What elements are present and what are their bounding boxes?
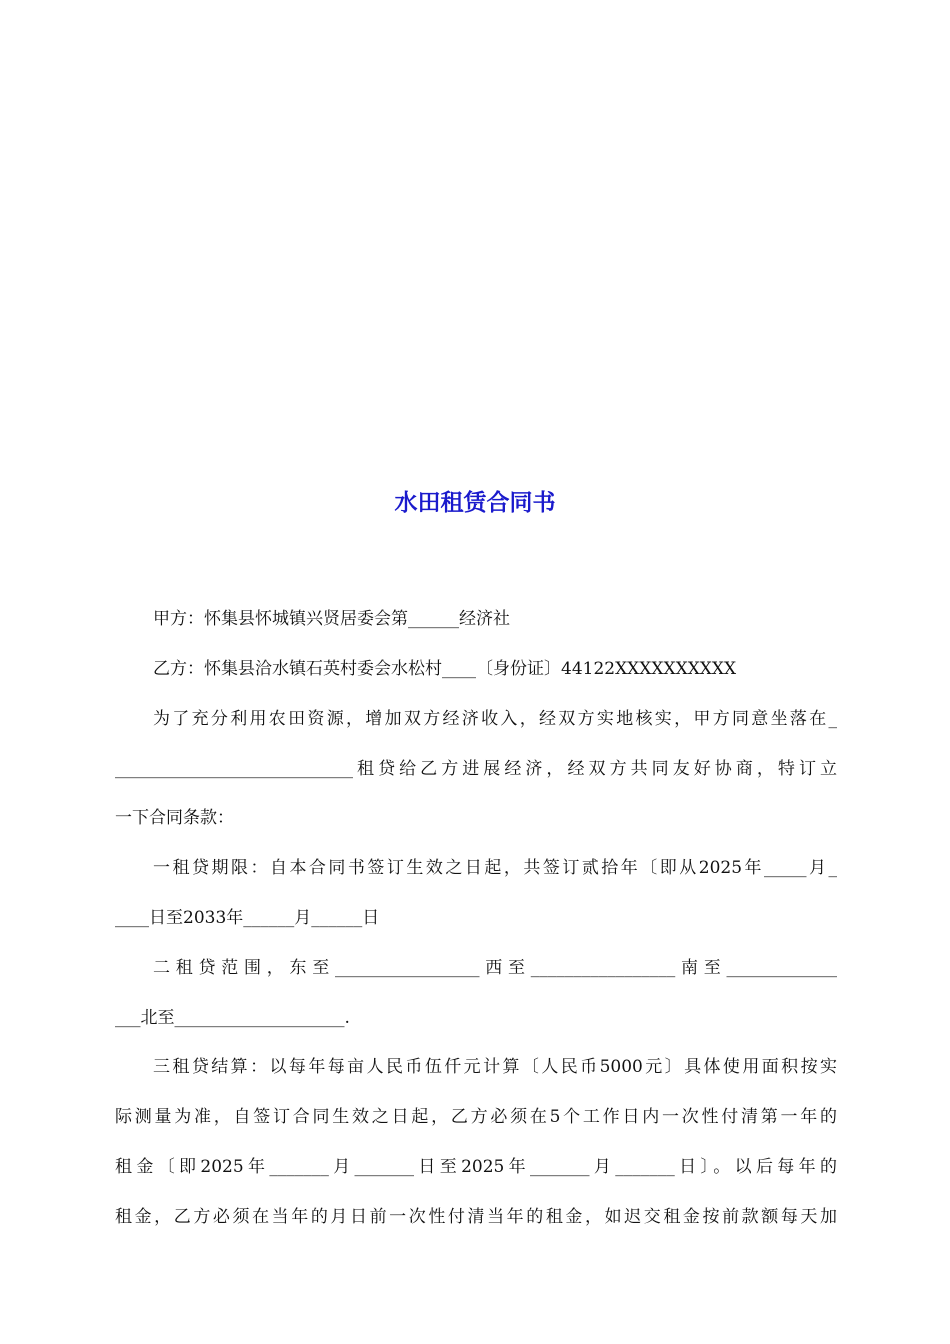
clause-3-line-4: 租金，乙方必须在当年的月日前一次性付清当年的租金，如迟交租金按前款额每天加 [115,1207,837,1227]
clause-1-line-2: ____日至2033年______月______日 [115,908,380,928]
clause-3-line-3: 租金〔即2025年_______月_______日至2025年_______月_______日〕。以后每年的 [115,1157,837,1177]
preamble-line-2: ____________________________租贷给乙方进展经济，经双方共同友好协商，特订立 [115,759,837,779]
clause-1-line-1: 一租贷期限：自本合同书签订生效之日起，共签订贰拾年〔即从2025年_____月_ [153,858,837,878]
preamble-line-3: 一下合同条款： [115,808,234,828]
clause-2-line-2: ___北至____________________. [115,1008,350,1028]
preamble-line-1: 为了充分利用农田资源，增加双方经济收入，经双方实地核实，甲方同意坐落在_ [153,709,837,729]
clause-3-line-2: 际测量为准，自签订合同生效之日起，乙方必须在5个工作日内一次性付清第一年的 [115,1107,837,1127]
document-title: 水田租赁合同书 [394,490,556,516]
party-b-line: 乙方：怀集县洽水镇石英村委会水松村____〔身份证〕44122XXXXXXXXXX [153,659,737,679]
party-a-line: 甲方：怀集县怀城镇兴贤居委会第______经济社 [153,609,510,629]
clause-3-line-1: 三租贷结算：以每年每亩人民币伍仟元计算〔人民币5000元〕具体使用面积按实 [153,1057,837,1077]
clause-2-line-1: 二租贷范围，东至_________________西至_________________南至_____________ [153,958,837,978]
